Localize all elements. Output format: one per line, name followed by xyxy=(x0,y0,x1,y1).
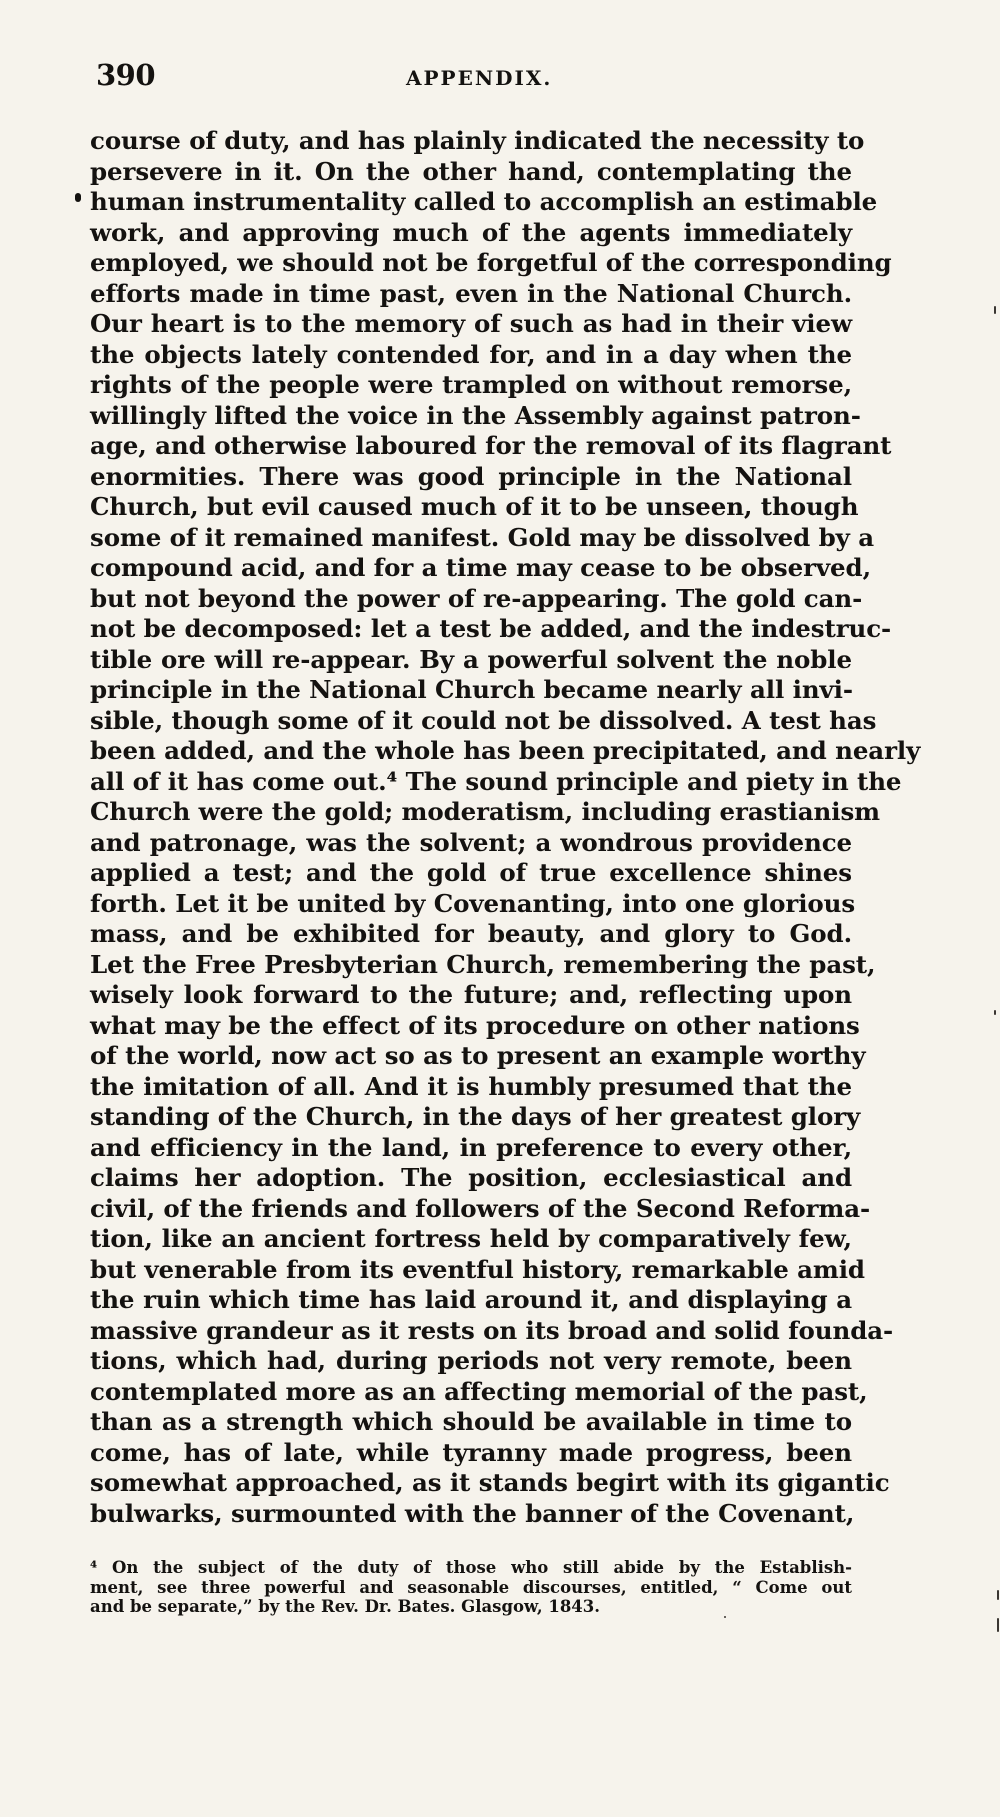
margin-speck xyxy=(724,1616,726,1618)
page-number: 390 xyxy=(96,58,156,92)
text-line: Church, but evil caused much of it to be unseen, though xyxy=(90,492,859,521)
text-line: been added, and the whole has been precipitated, and nearly xyxy=(90,736,921,765)
text-line: forth. Let it be united by Covenanting, into one glorious xyxy=(90,888,856,918)
text-line: not be decomposed: let a test be added, and the indestruc- xyxy=(90,614,892,643)
text-line: age, and otherwise laboured for the removal of its flagrant xyxy=(90,431,892,460)
body-text xyxy=(90,126,921,1529)
text-line: what may be the effect of its procedure on other nations xyxy=(90,1010,860,1040)
text-line: claims her adoption. The position, ecclesiastical and xyxy=(90,1163,852,1192)
text-line: course of duty, and has plainly indicated the necessity to xyxy=(90,126,865,155)
text-line: employed, we should not be forgetful of the corresponding xyxy=(90,248,892,277)
running-head: APPENDIX. xyxy=(406,66,553,90)
text-line: enormities. There was good principle in the National xyxy=(90,461,852,491)
text-line: the objects lately contended for, and in a day when the xyxy=(90,339,852,369)
text-line: wisely look forward to the future; and, reflecting upon xyxy=(90,980,852,1009)
text-line: persevere in it. On the other hand, contemplating the xyxy=(90,156,852,186)
footnote xyxy=(90,1558,852,1617)
text-line: tion, like an ancient fortress held by comparatively few, xyxy=(90,1224,852,1253)
margin-speck xyxy=(997,1618,999,1632)
text-line: some of it remained manifest. Gold may be dissolved by a xyxy=(90,522,874,552)
text-line: come, has of late, while tyranny made progress, been xyxy=(90,1437,852,1467)
text-line: somewhat approached, as it stands begirt with its gigantic xyxy=(90,1468,890,1497)
margin-speck xyxy=(994,306,996,314)
text-line: principle in the National Church became nearly all invi- xyxy=(90,675,853,704)
text-line: human instrumentality called to accomplish an estimable xyxy=(90,187,878,216)
text-line: than as a strength which should be available in time to xyxy=(90,1407,852,1436)
page-header xyxy=(96,58,856,98)
text-line: and patronage, was the solvent; a wondrous providence xyxy=(90,827,852,857)
text-line: standing of the Church, in the days of her greatest glory xyxy=(90,1102,861,1131)
text-line: and efficiency in the land, in preference to every other, xyxy=(90,1132,852,1162)
text-line: mass, and be exhibited for beauty, and glory to God. xyxy=(90,919,852,948)
text-line: work, and approving much of the agents immediately xyxy=(90,217,852,247)
text-line: civil, of the friends and followers of the Second Reforma- xyxy=(90,1193,871,1223)
text-line: Our heart is to the memory of such as had in their view xyxy=(90,309,852,338)
text-line: applied a test; and the gold of true excellence shines xyxy=(90,858,852,887)
text-line: tions, which had, during periods not very remote, been xyxy=(90,1346,852,1375)
text-line: of the world, now act so as to present an example worthy xyxy=(90,1041,866,1070)
text-line: sible, though some of it could not be dissolved. A test has xyxy=(90,705,877,735)
margin-speck xyxy=(994,1010,996,1015)
text-line: the imitation of all. And it is humbly presumed that the xyxy=(90,1071,852,1101)
text-line: all of it has come out.⁴ The sound principle and piety in the xyxy=(90,766,902,796)
text-line: massive grandeur as it rests on its broad and solid founda- xyxy=(90,1315,894,1345)
text-line: but venerable from its eventful history, remarkable amid xyxy=(90,1254,865,1284)
text-line: Let the Free Presbyterian Church, remembering the past, xyxy=(90,949,876,979)
text-line: bulwarks, surmounted with the banner of the Covenant, xyxy=(90,1498,855,1528)
text-line: Church were the gold; moderatism, including erastianism xyxy=(90,797,880,826)
margin-mark xyxy=(75,193,81,202)
text-line: compound acid, and for a time may cease to be observed, xyxy=(90,553,872,582)
text-line: willingly lifted the voice in the Assembly against patron- xyxy=(90,400,861,430)
footnote-line: ment, see three powerful and seasonable discourses, entitled, “ Come out xyxy=(90,1577,852,1597)
text-line: rights of the people were trampled on without remorse, xyxy=(90,370,852,399)
text-line: contemplated more as an affecting memorial of the past, xyxy=(90,1376,868,1406)
footnote-line: ⁴ On the subject of the duty of those who still abide by the Establish- xyxy=(90,1558,852,1577)
margin-speck xyxy=(997,1590,999,1600)
text-line: the ruin which time has laid around it, and displaying a xyxy=(90,1285,852,1314)
text-line: efforts made in time past, even in the National Church. xyxy=(90,278,852,308)
text-line: but not beyond the power of re-appearing. The gold can- xyxy=(90,583,863,613)
text-line: tible ore will re-appear. By a powerful solvent the noble xyxy=(90,644,852,674)
footnote-line: and be separate,” by the Rev. Dr. Bates. Glasgow, 1843. xyxy=(90,1597,601,1616)
